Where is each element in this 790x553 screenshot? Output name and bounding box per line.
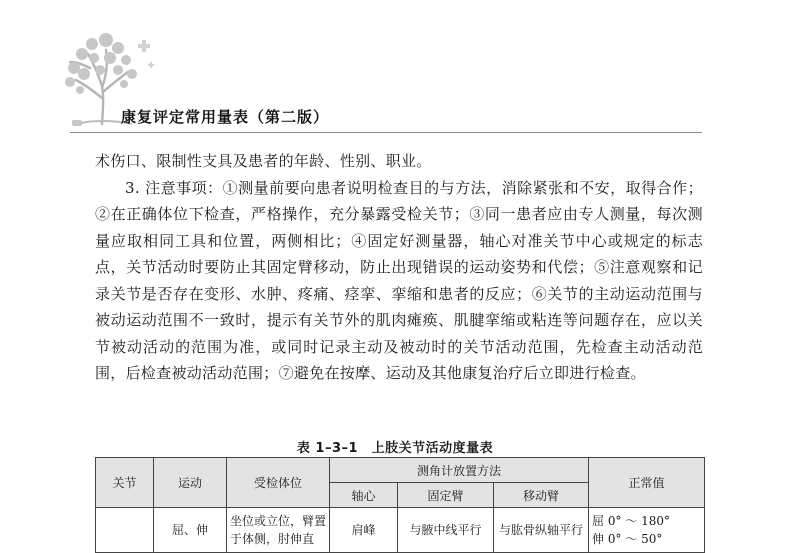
cell-axis: 肩峰	[330, 508, 398, 553]
book-title: 康复评定常用量表（第二版）	[121, 108, 330, 126]
header-axis: 轴心	[330, 483, 398, 508]
table-caption: 表 1–3–1 上肢关节活动度量表	[296, 441, 494, 456]
paragraph-1: 术伤口、限制性支具及患者的年龄、性别、职业。	[95, 152, 432, 170]
rom-table	[95, 457, 705, 553]
normal-flexion: 屈 0° ～ 180°	[592, 514, 671, 528]
header-method: 测角计放置方法	[330, 458, 589, 483]
cell-moving-arm: 与肱骨纵轴平行	[494, 508, 589, 553]
cell-normal	[589, 508, 705, 553]
header-fixed-arm: 固定臂	[398, 483, 494, 508]
cell-position: 坐位或立位，臂置于体侧，肘伸直	[227, 508, 330, 553]
paragraph-2: 3. 注意事项：①测量前要向患者说明检查目的与方法，消除紧张和不安，取得合作；②在正确体位下检查，严格操作，充分暴露受检关节；③同一患者应由专人测量，每次测量应取相同工具和位置，两侧相比；④固定好测量器，轴心对准关节中心或规定的标志点，关节活动时要防止其固定臂移动，防止出现错误的运动姿势和代偿；⑤注意观察和记录关节是否存在变形、水肿、疼痛、痉挛、挛缩和患者的反应；⑥关节的主动运动范围与被动运动范围不一致时，提示有关节外的肌肉瘫痪、肌腱挛缩或粘连等问题存在，应以关节被动活动的范围为准，或同时记录主动及被动时的关节活动范围，先检查主动活动范围，后检查被动活动范围；⑦避免在按摩、运动及其他康复治疗后立即进行检查。	[95, 178, 703, 382]
header-normal: 正常值	[589, 458, 705, 508]
header-position: 受检体位	[227, 458, 330, 508]
cell-motion: 屈、伸	[154, 508, 227, 553]
table-row	[96, 508, 705, 553]
header-moving-arm: 移动臂	[494, 483, 589, 508]
header-motion: 运动	[154, 458, 227, 508]
header-joint: 关节	[96, 458, 154, 508]
cell-fixed-arm: 与腋中线平行	[398, 508, 494, 553]
header-divider	[70, 132, 702, 133]
cell-joint	[96, 508, 154, 553]
normal-extension: 伸 0° ～ 50°	[592, 532, 663, 546]
body-text	[95, 148, 703, 387]
